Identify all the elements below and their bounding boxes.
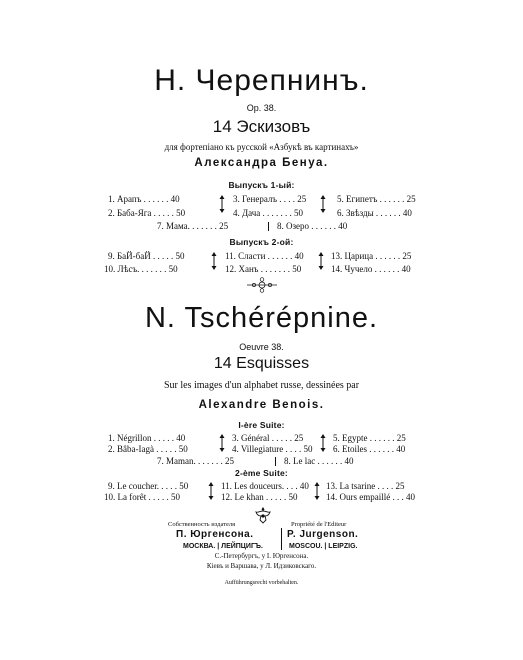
piece-1-fr: 1. Négrillon . . . . . 40 (108, 433, 186, 443)
imperial-eagle-emblem-icon (255, 506, 271, 524)
artist-ru: Александра Бенуа. (194, 157, 329, 169)
opus-fr: Oeuvre 38. (239, 342, 284, 352)
double-arrow-icon (219, 433, 225, 453)
cities-fr: MOSCOU. | LEIPZIG. (289, 543, 358, 550)
separator-bar (268, 222, 269, 231)
piece-8-ru: 8. Озеро . . . . . . 40 (277, 221, 348, 231)
piece-12-ru: 12. Ханъ . . . . . . . 50 (225, 264, 302, 274)
piece-6-fr: 6. Etoiles . . . . . . 40 (333, 444, 406, 454)
imprint-line-kiev-warsaw: Кіевъ и Варшава, у Л. Идзиковскаго. (206, 562, 317, 570)
composer-name-ru: Н. Черепнинъ. (154, 64, 369, 97)
double-arrow-icon (320, 433, 326, 453)
piece-9-ru: 9. БаЙ-баЙ . . . . . 50 (108, 251, 185, 261)
imprint-divider (281, 528, 282, 550)
ornament-divider-icon (245, 276, 279, 294)
work-title-fr: 14 Esquisses (213, 355, 310, 372)
piece-6-ru: 6. Звѣзды . . . . . . 40 (337, 208, 412, 218)
imprint-line-st-petersburg: С.-Петербургъ, у І. Юргенсона. (214, 552, 309, 560)
suite2-heading-fr: 2-ème Suite: (235, 468, 288, 478)
cities-ru: МОСКВА. | ЛЕЙПЦИГЪ. (183, 543, 263, 550)
piece-4-ru: 4. Дача . . . . . . . 50 (233, 208, 304, 218)
suite1-heading-ru: Выпускъ 1-ый: (228, 180, 295, 190)
double-arrow-icon (219, 194, 225, 214)
publisher-ru: П. Юргенсона. (176, 529, 254, 540)
piece-3-ru: 3. Генералъ . . . . 25 (233, 194, 307, 204)
performance-rights-note: Aufführungsrecht vorbehalten. (224, 580, 299, 586)
publisher-fr: P. Jurgenson. (287, 529, 359, 540)
piece-10-fr: 10. La forêt . . . . . 50 (104, 492, 180, 502)
piece-5-fr: 5. Egypte . . . . . . 25 (333, 433, 406, 443)
piece-2-fr: 2. Bâba-Iagà . . . . . 50 (108, 444, 188, 454)
work-title-ru: 14 Эскизовъ (212, 117, 311, 136)
double-arrow-icon (320, 194, 326, 214)
piece-1-ru: 1. Арапъ . . . . . . 40 (108, 194, 180, 204)
piece-4-fr: 4. Villegiature . . . . 50 (232, 444, 313, 454)
piece-11-fr: 11. Les douceurs. . . . 40 (221, 481, 309, 491)
piece-5-ru: 5. Египетъ . . . . . . 25 (337, 194, 416, 204)
subtitle-fr: Sur les images d'un alphabet russe, dessinées par (163, 380, 360, 391)
separator-bar (275, 457, 276, 466)
double-arrow-icon (211, 251, 217, 271)
double-arrow-icon (314, 481, 320, 501)
double-arrow-icon (208, 481, 214, 501)
subtitle-ru: для фортепіано къ русской «Азбукѣ въ картинахъ» (164, 142, 359, 152)
piece-11-ru: 11. Сласти . . . . . . 40 (225, 251, 304, 261)
artist-fr: Alexandre Benois. (198, 399, 325, 411)
piece-12-fr: 12. Le khan . . . . . 50 (221, 492, 298, 502)
piece-3-fr: 3. Général . . . . . 25 (232, 433, 304, 443)
piece-9-fr: 9. Le coucher. . . . . 50 (108, 481, 189, 491)
piece-13-ru: 13. Царица . . . . . . 25 (331, 251, 412, 261)
suite2-heading-ru: Выпускъ 2-ой: (229, 237, 294, 247)
piece-7-ru: 7. Мама. . . . . . . 25 (157, 221, 229, 231)
property-label-ru: Собственность издателя (168, 521, 236, 528)
piece-14-fr: 14. Ours empaillé . . . 40 (326, 492, 415, 502)
piece-7-fr: 7. Maman. . . . . . . 25 (157, 456, 234, 466)
opus-ru: Ор. 38. (246, 103, 277, 113)
piece-8-fr: 8. Le lac . . . . . . 40 (284, 456, 354, 466)
piece-14-ru: 14. Чучело . . . . . . 40 (331, 264, 411, 274)
piece-2-ru: 2. Баба-Яга . . . . . 50 (108, 208, 186, 218)
double-arrow-icon (318, 251, 324, 271)
composer-name-fr: N. Tschérépnine. (144, 302, 379, 334)
piece-13-fr: 13. La tsarine . . . . 25 (326, 481, 405, 491)
piece-10-ru: 10. Лѣсъ. . . . . . . 50 (104, 264, 178, 274)
property-label-fr: Propriété de l'Editeur (291, 521, 347, 528)
suite1-heading-fr: I-ère Suite: (238, 420, 285, 430)
